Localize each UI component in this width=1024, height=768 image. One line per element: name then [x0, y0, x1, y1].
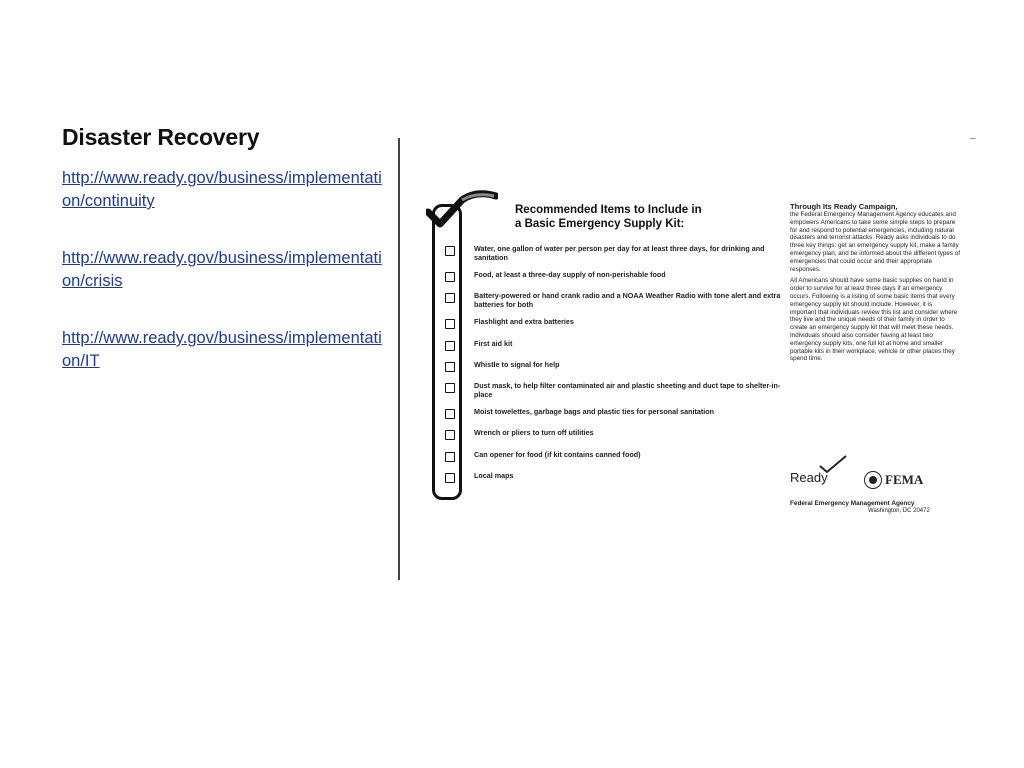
- agency-address: Washington, DC 20472: [868, 508, 930, 514]
- link-it[interactable]: http://www.ready.gov/business/implementation/IT: [62, 329, 382, 370]
- checkbox-icon: [445, 383, 455, 393]
- large-checkmark-icon: [426, 190, 498, 230]
- link-continuity[interactable]: http://www.ready.gov/business/implementation/continuity: [62, 169, 382, 210]
- card-heading: [515, 203, 765, 231]
- supply-item: Flashlight and extra batteries: [442, 318, 782, 339]
- supply-item-list: [442, 245, 782, 493]
- link-crisis[interactable]: http://www.ready.gov/business/implementation/crisis: [62, 249, 382, 290]
- checkbox-icon: [445, 272, 455, 282]
- checkbox-icon: [445, 452, 455, 462]
- checkbox-icon: [445, 319, 455, 329]
- checkbox-icon: [445, 362, 455, 372]
- card-heading-line1: Recommended Items to Include in: [515, 204, 702, 216]
- supply-item: First aid kit: [442, 340, 782, 361]
- slide-title: Disaster Recovery: [62, 124, 260, 150]
- scanned-supply-kit-card: [398, 132, 980, 580]
- checkbox-icon: [445, 246, 455, 256]
- checkbox-icon: [445, 409, 455, 419]
- checkbox-icon: [445, 430, 455, 440]
- checkbox-icon: [445, 341, 455, 351]
- supply-item: Local maps: [442, 472, 782, 493]
- ready-logo: Ready: [790, 470, 828, 485]
- supply-item: Water, one gallon of water per person per day for at least three days, for drinking and sanitation: [442, 245, 782, 271]
- supply-item: Battery-powered or hand crank radio and a NOAA Weather Radio with tone alert and extra batteries for both: [442, 292, 782, 318]
- link-list: [62, 167, 382, 407]
- fema-logo: FEMA: [885, 472, 924, 487]
- campaign-heading: Through Its Ready Campaign,: [790, 202, 898, 211]
- card-heading-line2: a Basic Emergency Supply Kit:: [515, 218, 685, 230]
- supply-item: Wrench or pliers to turn off utilities: [442, 429, 782, 450]
- scan-border-left: [398, 138, 400, 580]
- checkbox-icon: [445, 473, 455, 483]
- supply-item: Moist towelettes, garbage bags and plastic ties for personal sanitation: [442, 408, 782, 429]
- campaign-paragraph: All Americans should have some basic supplies on hand in order to survive for at least three days if an emergency occurs. Following is a listing of some basic items that every emergency supply kit should include. However, it is important that individuals review this list and consider where they live and the unique needs of their family in order to create an emergency supply kit that will meet these needs. Individuals should also consider having at least two emergency supply kits, one full kit at home and smaller portable kits in their workplace, vehicle or other places they spend time.: [790, 277, 958, 363]
- supply-item: Whistle to signal for help: [442, 361, 782, 382]
- dhs-seal-icon: [864, 471, 882, 489]
- campaign-text: [790, 202, 960, 367]
- supply-item: Can opener for food (if kit contains canned food): [442, 451, 782, 472]
- agency-name: Federal Emergency Management Agency: [790, 500, 915, 507]
- supply-item: Food, at least a three-day supply of non-perishable food: [442, 271, 782, 292]
- campaign-paragraph: the Federal Emergency Management Agency educates and empowers Americans to take some simple steps to prepare for and respond to potential emergencies, including natural disasters and terrorist attacks. Ready asks individuals to do three key things: get an emergency supply kit, make a family emergency plan, and be informed about the different types of emergencies that could occur and their appropriate responses.: [790, 211, 961, 273]
- scan-border-mark: [970, 138, 976, 139]
- supply-item: Dust mask, to help filter contaminated air and plastic sheeting and duct tape to shelter-in-place: [442, 382, 782, 408]
- checkbox-icon: [445, 293, 455, 303]
